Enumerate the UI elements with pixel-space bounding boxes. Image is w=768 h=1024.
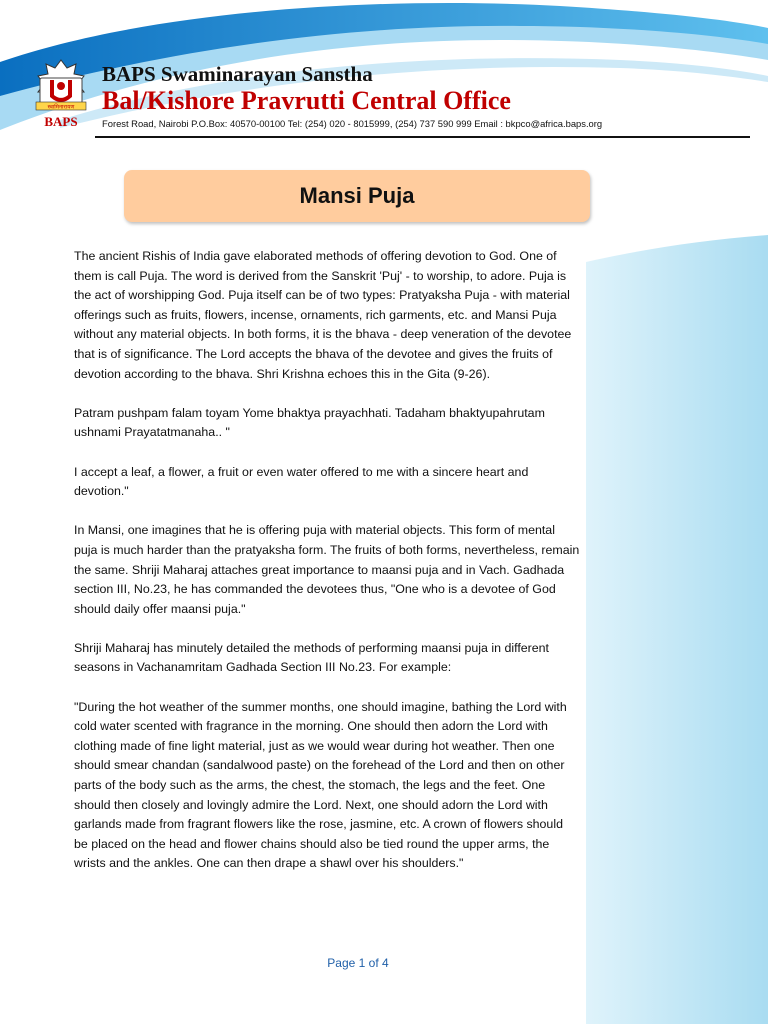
paragraph: The ancient Rishis of India gave elaborated methods of offering devotion to God. One of them is call Puja. The word is derived from the Sanskrit 'Puj' - to worship, to adore. Puja is the act of worshipping God. Puja itself can be of two types: Pratyaksha Puja - with material offerings such as fruits, flowers, incense, ornaments, rich garments, etc. and Mansi Puja without any material objects. In both forms, it is the bhava - deep veneration of the devotee that is of significance. The Lord accepts the bhava of the devotee and gives the fruits of devotion according to the bhava. Shri Krishna echoes this in the Gita (9-26).	[74, 249, 572, 381]
organization-name: BAPS Swaminarayan Sanstha	[102, 62, 373, 86]
logo-text: BAPS	[44, 114, 78, 129]
paragraph: "During the hot weather of the summer months, one should imagine, bathing the Lord with cold water scented with fragrance in the morning. One should then adorn the Lord with clothing made of fine light material, just as we would wear during hot weather. Then one should smear chandan (sandalwood paste) on the forehead of the Lord and then on other parts of the body such as the arms, the chest, the stomach, the legs and the feet. One should then closely and lovingly admire the Lord. Next, one should adorn the Lord with garlands made from fragrant flowers like the rose, jasmine, etc. A crown of flowers should be placed on the head and flower chains should also be tied round the upper arms, the wrists and the ankles. One can then drape a shawl over his shoulders."	[74, 699, 567, 871]
page-number: Page 1 of 4	[327, 956, 389, 970]
baps-logo	[30, 58, 92, 132]
side-panel-shape	[586, 235, 768, 1024]
paragraph: Patram pushpam falam toyam Yome bhaktya prayachhati. Tadaham bhaktyupahrutam ushnami Prayatatmanaha.. "	[74, 405, 545, 440]
paragraph: I accept a leaf, a flower, a fruit or even water offered to me with a sincere heart and devotion."	[74, 464, 529, 499]
header-divider	[95, 136, 750, 138]
office-name: Bal/Kishore Pravrutti Central Office	[102, 86, 511, 115]
body-text	[74, 247, 580, 894]
paragraph: In Mansi, one imagines that he is offering puja with material objects. This form of mental puja is much harder than the pratyaksha form. The fruits of both forms, nevertheless, remain the same. Shriji Maharaj attaches great importance to maansi puja and in Vach. Gadhada section III, No.23, he has commanded the devotees thus, "One who is a devotee of God should daily offer maansi puja."	[74, 523, 580, 616]
title-banner	[124, 170, 590, 222]
logo-banner-text: स्वामिनारायण	[47, 104, 75, 111]
paragraph: Shriji Maharaj has minutely detailed the methods of performing maansi puja in different seasons in Vachanamritam Gadhada Section III No.23. For example:	[74, 640, 550, 675]
page-title: Mansi Puja	[299, 183, 415, 208]
letterhead	[0, 0, 768, 140]
address-line: Forest Road, Nairobi P.O.Box: 40570-00100 Tel: (254) 020 - 8015999, (254) 737 590 999 Email : bkpco@africa.baps.org	[102, 118, 603, 129]
